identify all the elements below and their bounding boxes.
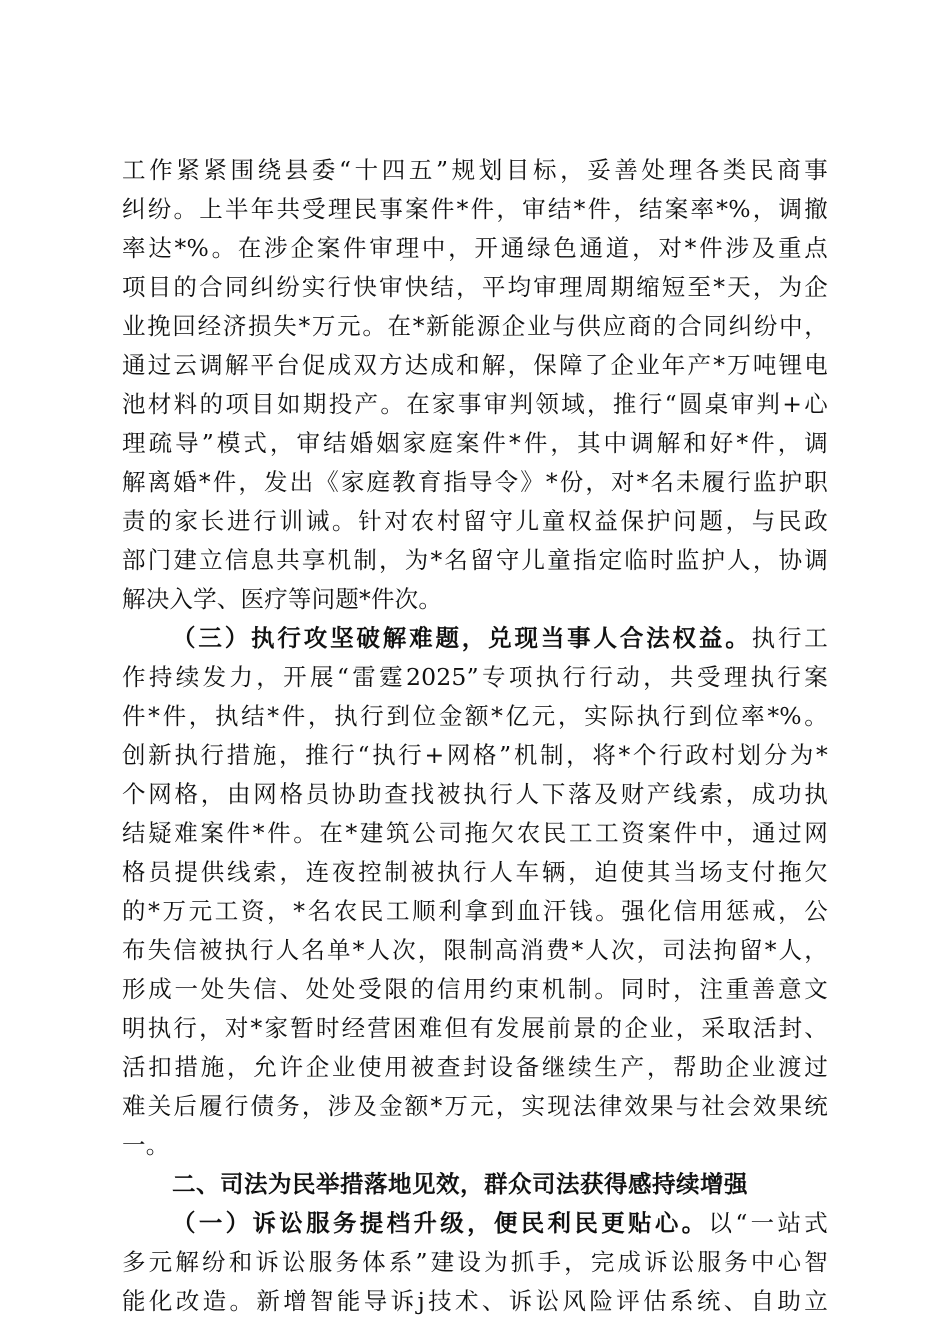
body-line-8: 理疏导”模式，审结婚姻家庭案件*件，其中调解和好*件，调 — [122, 429, 828, 457]
section-3-line-5: 个网格，由网格员协助查找被执行人下落及财产线索，成功执 — [122, 780, 828, 808]
body-line-10: 责的家长进行训诫。针对农村留守儿童权益保护问题，与民政 — [122, 507, 828, 535]
section-3-line-1: 执行工 — [751, 624, 828, 652]
body-line-5: 业挽回经济损失*万元。在*新能源企业与供应商的合同纠纷中， — [122, 312, 828, 340]
section-3-line-14: 一。 — [122, 1131, 170, 1159]
section-heading-2: 二、司法为民举措落地见效，群众司法获得感持续增强 — [172, 1170, 748, 1198]
section-3-line-11: 明执行，对*家暂时经营困难但有发展前景的企业，采取活封、 — [122, 1014, 828, 1042]
body-line-9: 解离婚*件，发出《家庭教育指导令》*份，对*名未履行监护职 — [122, 468, 828, 496]
section-1-first-line — [172, 1205, 828, 1241]
section-3-first-line — [172, 620, 828, 656]
section-3-line-2: 作持续发力，开展“雷霆2025”专项执行行动，共受理执行案 — [122, 663, 828, 691]
section-3-line-4: 创新执行措施，推行“执行+网格”机制，将*个行政村划分为* — [122, 741, 828, 769]
section-3-line-10: 形成一处失信、处处受限的信用约束机制。同时，注重善意文 — [122, 975, 828, 1003]
body-line-3: 率达*%。在涉企案件审理中，开通绿色通道，对*件涉及重点 — [122, 234, 828, 262]
body-line-6: 通过云调解平台促成双方达成和解，保障了企业年产*万吨锂电 — [122, 351, 828, 379]
section-3-line-12: 活扣措施，允许企业使用被查封设备继续生产，帮助企业渡过 — [122, 1053, 828, 1081]
section-3-lead: （三）执行攻坚破解难题，兑现当事人合法权益。 — [172, 624, 752, 652]
section-1-line-3: 能化改造。新增智能导诉j技术、诉讼风险评估系统、自助立 — [122, 1287, 828, 1315]
section-3-line-6: 结疑难案件*件。在*建筑公司拖欠农民工工资案件中，通过网 — [122, 819, 828, 847]
body-line-11: 部门建立信息共享机制，为*名留守儿童指定临时监护人，协调 — [122, 546, 828, 574]
section-3-line-9: 布失信被执行人名单*人次，限制高消费*人次，司法拘留*人， — [122, 936, 828, 964]
section-1-line-1: 以“一站式 — [708, 1209, 829, 1237]
section-1-lead: （一）诉讼服务提档升级，便民利民更贴心。 — [172, 1209, 709, 1237]
section-1-line-2: 多元解纷和诉讼服务体系”建设为抓手，完成诉讼服务中心智 — [122, 1248, 828, 1276]
body-line-12: 解决入学、医疗等问题*件次。 — [122, 585, 443, 613]
body-line-1: 工作紧紧围绕县委“十四五”规划目标，妥善处理各类民商事 — [122, 156, 828, 184]
body-line-7: 池材料的项目如期投产。在家事审判领域，推行“圆桌审判+心 — [122, 390, 828, 418]
section-3-line-7: 格员提供线索，连夜控制被执行人车辆，迫使其当场支付拖欠 — [122, 858, 828, 886]
section-3-line-3: 件*件，执结*件，执行到位金额*亿元，实际执行到位率*%。 — [122, 702, 828, 730]
body-line-4: 项目的合同纠纷实行快审快结，平均审理周期缩短至*天，为企 — [122, 273, 828, 301]
section-3-line-8: 的*万元工资，*名农民工顺利拿到血汗钱。强化信用惩戒，公 — [122, 897, 828, 925]
body-line-2: 纠纷。上半年共受理民事案件*件，审结*件，结案率*%，调撤 — [122, 195, 828, 223]
section-3-line-13: 难关后履行债务，涉及金额*万元，实现法律效果与社会效果统 — [122, 1092, 828, 1120]
